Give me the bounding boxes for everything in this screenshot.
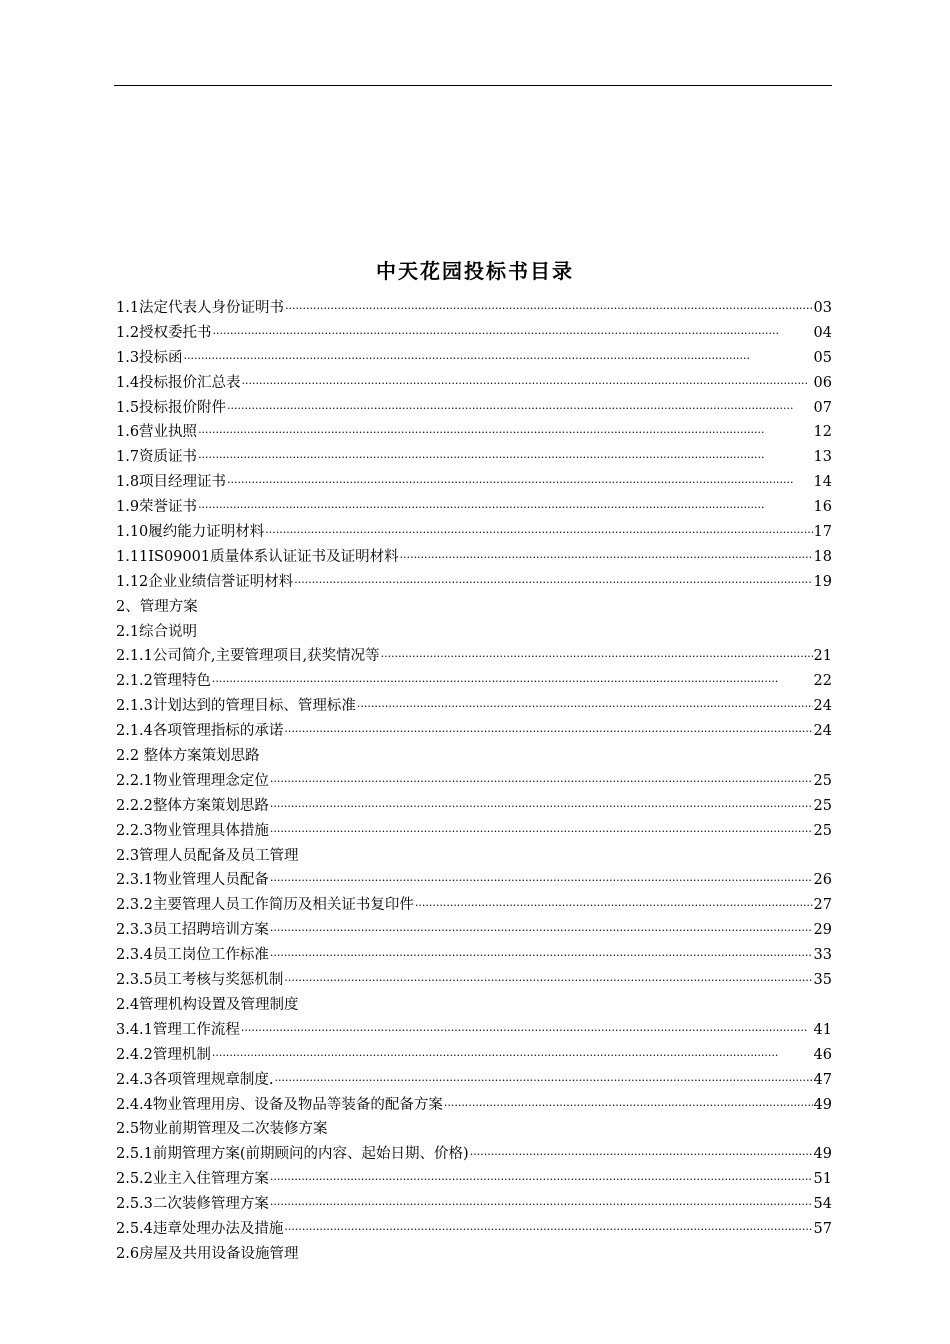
toc-entry-page: 03 (813, 300, 832, 316)
toc-entry-label: 2、管理方案 (116, 598, 198, 615)
toc-entry-page: 54 (813, 1196, 832, 1213)
toc-entry-label: 2.2.2整体方案策划思路 (116, 797, 269, 814)
toc-entry-label: 1.8项目经理证书 (116, 474, 227, 491)
toc-entry-page: 17 (813, 524, 832, 541)
toc-entry (116, 769, 832, 794)
toc-leader-dots (400, 546, 813, 571)
toc-entry (116, 744, 832, 769)
toc-entry-label: 1.7资质证书 (116, 449, 198, 466)
toc-entry (116, 321, 832, 346)
toc-entry-label: 2.5.3二次装修管理方案 (116, 1196, 269, 1213)
toc-entry-page: 24 (813, 698, 832, 715)
toc-entry-page: 25 (813, 797, 832, 814)
toc-entry (116, 1018, 832, 1043)
toc-entry-page: 18 (813, 548, 832, 565)
toc-entry (116, 844, 832, 869)
toc-entry-label: 1.9荣誉证书 (116, 499, 198, 516)
toc-entry-page: 25 (813, 772, 832, 789)
toc-entry-label: 2.2.3物业管理具体措施 (116, 822, 269, 839)
toc-leader-dots (470, 1143, 813, 1168)
toc-leader-dots (198, 446, 812, 471)
toc-entry-label: 2.3.4员工岗位工作标准 (116, 947, 269, 964)
toc-entry-label: 2.1.3计划达到的管理目标、管理标准 (116, 698, 356, 715)
toc-leader-dots (227, 397, 812, 422)
toc-entry-label: 1.5投标报价附件 (116, 399, 227, 416)
toc-leader-dots (212, 1044, 813, 1069)
header-rule (114, 85, 832, 86)
toc-entry-page: 13 (813, 449, 832, 466)
toc-entry-page: 14 (813, 474, 832, 491)
toc-entry-page: 35 (813, 972, 832, 989)
toc-entry-label: 1.3投标函 (116, 349, 183, 366)
toc-leader-dots (270, 944, 813, 969)
toc-entry (116, 296, 832, 321)
toc-leader-dots (265, 521, 812, 546)
toc-entry-page: 21 (813, 648, 832, 665)
toc-entry-label: 2.3.1物业管理人员配备 (116, 872, 269, 889)
toc-entry (116, 918, 832, 943)
toc-leader-dots (270, 770, 813, 795)
toc-entry-label: 2.4管理机构设置及管理制度 (116, 996, 299, 1013)
toc-entry (116, 346, 832, 371)
toc-leader-dots (444, 1094, 813, 1119)
toc-entry (116, 1093, 832, 1118)
toc-entry-page: 49 (813, 1146, 832, 1163)
toc-leader-dots (270, 919, 813, 944)
toc-entry (116, 520, 832, 545)
toc-entry-label: 1.1法定代表人身份证明书 (116, 300, 285, 316)
toc-entry-page: 46 (813, 1046, 832, 1063)
toc-entry-label: 2.1综合说明 (116, 623, 198, 640)
toc-entry (116, 545, 832, 570)
toc-entry-label: 3.4.1管理工作流程 (116, 1021, 240, 1038)
toc-leader-dots (284, 720, 812, 745)
toc-entry-page: 29 (813, 922, 832, 939)
toc-entry (116, 495, 832, 520)
toc-entry (116, 620, 832, 645)
toc-entry-label: 2.1.1公司简介,主要管理项目,获奖情况等 (116, 648, 380, 665)
table-of-contents (116, 296, 832, 1267)
toc-entry-label: 2.3.5员工考核与奖惩机制 (116, 972, 284, 989)
toc-leader-dots (284, 969, 812, 994)
toc-entry-label: 2.1.4各项管理指标的承诺 (116, 723, 284, 740)
toc-leader-dots (294, 571, 812, 596)
toc-leader-dots (227, 471, 812, 496)
toc-entry-label: 2.1.2管理特色 (116, 673, 211, 690)
toc-entry (116, 1217, 832, 1242)
toc-entry (116, 993, 832, 1018)
toc-leader-dots (270, 1193, 813, 1218)
toc-entry (116, 1068, 832, 1093)
toc-entry-label: 1.6营业执照 (116, 424, 198, 441)
toc-leader-dots (415, 894, 813, 919)
toc-entry (116, 644, 832, 669)
toc-entry (116, 819, 832, 844)
toc-leader-dots (357, 695, 813, 720)
toc-entry-label: 2.5.4违章处理办法及措施 (116, 1220, 284, 1237)
page-title: 中天花园投标书目录 (376, 259, 574, 283)
toc-entry (116, 470, 832, 495)
toc-entry-page: 16 (813, 499, 832, 516)
toc-entry-page: 25 (813, 822, 832, 839)
toc-entry (116, 893, 832, 918)
toc-entry-page: 07 (813, 399, 832, 416)
toc-entry (116, 570, 832, 595)
toc-leader-dots (184, 347, 813, 372)
toc-entry-label: 2.5.2业主入住管理方案 (116, 1171, 269, 1188)
toc-entry-page: 04 (813, 324, 832, 341)
toc-leader-dots (381, 645, 813, 670)
toc-entry-label: 2.3.3员工招聘培训方案 (116, 922, 269, 939)
toc-entry (116, 1043, 832, 1068)
toc-leader-dots (213, 322, 813, 347)
toc-entry-page: 49 (813, 1096, 832, 1113)
toc-leader-dots (198, 496, 812, 521)
toc-leader-dots (198, 421, 812, 446)
toc-entry (116, 719, 832, 744)
toc-entry-label: 1.10履约能力证明材料 (116, 524, 265, 541)
toc-entry (116, 420, 832, 445)
toc-entry-label: 2.3管理人员配备及员工管理 (116, 847, 299, 864)
toc-leader-dots (242, 372, 813, 397)
toc-entry-label: 2.4.3各项管理规章制度. (116, 1071, 274, 1088)
toc-entry (116, 595, 832, 620)
toc-entry-page: 24 (813, 723, 832, 740)
toc-entry (116, 371, 832, 396)
toc-entry-page: 26 (813, 872, 832, 889)
toc-entry-label: 2.5物业前期管理及二次装修方案 (116, 1121, 328, 1138)
toc-entry (116, 1192, 832, 1217)
toc-entry (116, 868, 832, 893)
toc-entry-label: 1.2授权委托书 (116, 324, 212, 341)
toc-entry-label: 1.12企业业绩信誉证明材料 (116, 573, 294, 590)
toc-entry-page: 57 (813, 1220, 832, 1237)
toc-leader-dots (275, 1069, 813, 1094)
toc-entry-page: 51 (813, 1171, 832, 1188)
toc-entry-page: 22 (813, 673, 832, 690)
toc-entry-label: 2.2 整体方案策划思路 (116, 748, 260, 765)
toc-entry-page: 47 (813, 1071, 832, 1088)
toc-entry-page: 19 (813, 573, 832, 590)
toc-entry (116, 445, 832, 470)
toc-entry (116, 968, 832, 993)
toc-entry (116, 943, 832, 968)
toc-entry-label: 2.2.1物业管理理念定位 (116, 772, 269, 789)
toc-entry (116, 694, 832, 719)
toc-entry (116, 396, 832, 421)
toc-leader-dots (270, 820, 813, 845)
toc-entry-page: 05 (813, 349, 832, 366)
toc-leader-dots (212, 670, 813, 695)
toc-entry-label: 2.5.1前期管理方案(前期顾问的内容、起始日期、价格) (116, 1146, 469, 1163)
toc-entry (116, 794, 832, 819)
toc-entry-label: 1.4投标报价汇总表 (116, 374, 241, 391)
toc-entry-label: 2.6房屋及共用设备设施管理 (116, 1245, 299, 1262)
toc-entry-label: 1.11IS09001质量体系认证证书及证明材料 (116, 548, 399, 565)
toc-leader-dots (285, 297, 812, 322)
toc-entry (116, 669, 832, 694)
toc-entry-label: 2.3.2主要管理人员工作简历及相关证书复印件 (116, 897, 414, 914)
toc-entry-page: 27 (813, 897, 832, 914)
toc-leader-dots (270, 869, 813, 894)
toc-entry-page: 12 (813, 424, 832, 441)
toc-entry (116, 1167, 832, 1192)
toc-leader-dots (270, 1168, 813, 1193)
toc-entry-page: 41 (813, 1021, 832, 1038)
toc-entry-label: 2.4.4物业管理用房、设备及物品等装备的配备方案 (116, 1096, 443, 1113)
toc-entry-label: 2.4.2管理机制 (116, 1046, 211, 1063)
toc-leader-dots (284, 1218, 812, 1243)
toc-entry (116, 1117, 832, 1142)
toc-entry (116, 1242, 832, 1267)
toc-entry (116, 1142, 832, 1167)
toc-leader-dots (270, 795, 813, 820)
toc-entry-page: 33 (813, 947, 832, 964)
toc-leader-dots (241, 1019, 813, 1044)
toc-entry-page: 06 (813, 374, 832, 391)
